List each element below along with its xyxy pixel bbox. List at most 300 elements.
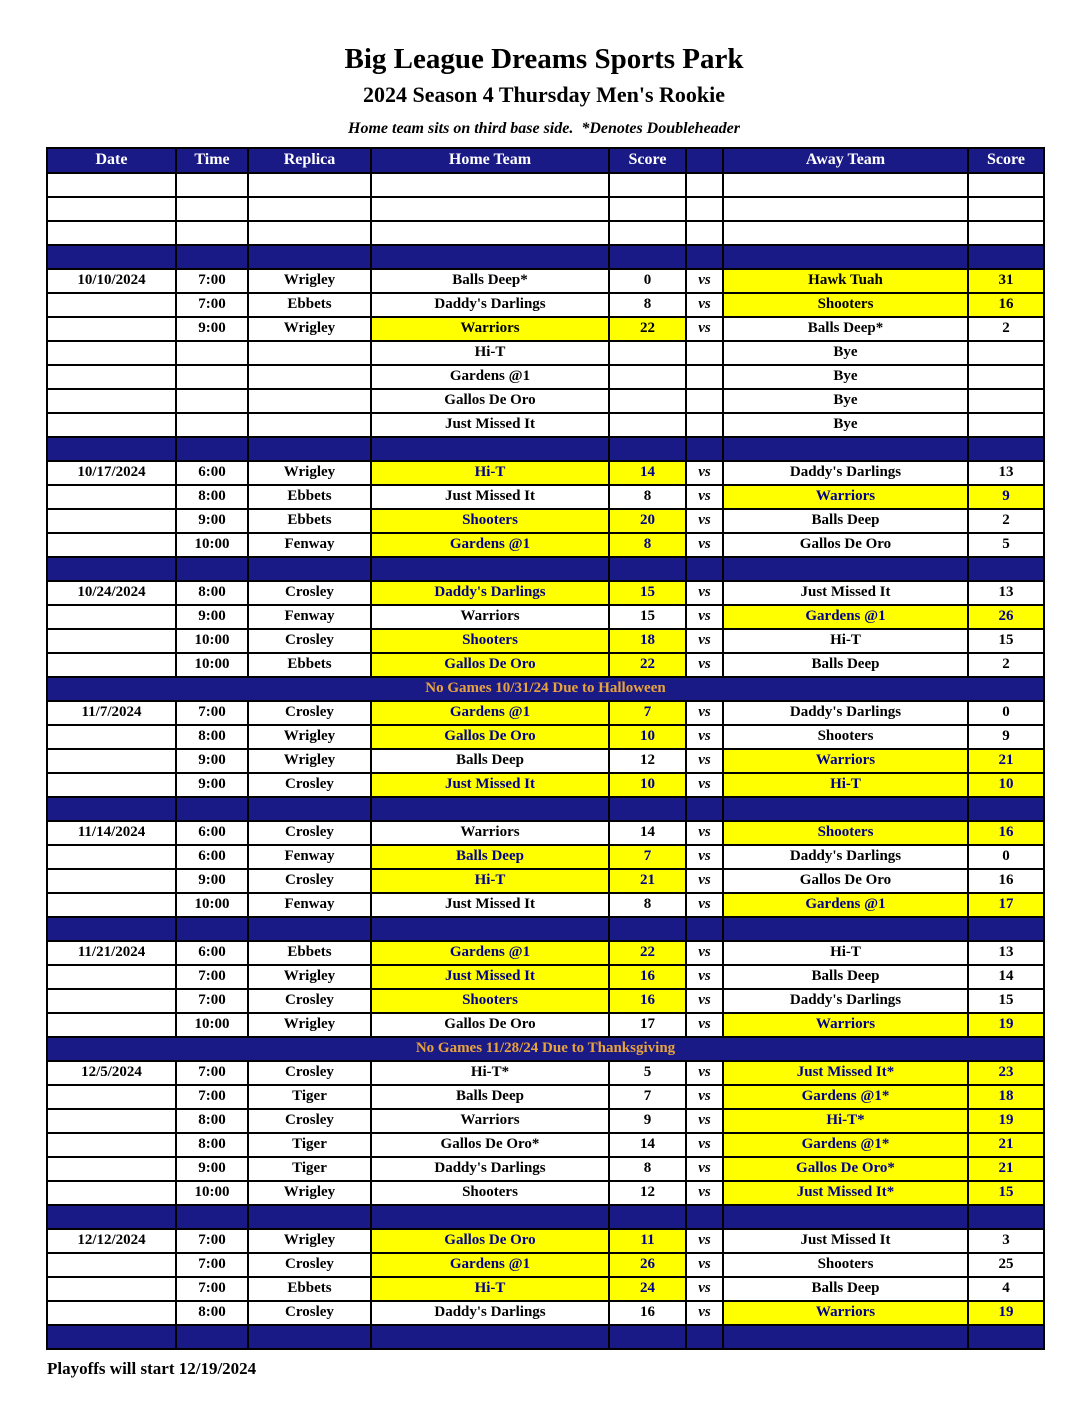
home-score-cell: 7 <box>609 1085 686 1109</box>
home-score-cell <box>609 221 686 245</box>
date-cell <box>47 1253 176 1277</box>
vs-cell: vs <box>686 941 723 965</box>
vs-cell: vs <box>686 269 723 293</box>
time-cell: 9:00 <box>176 749 248 773</box>
time-cell <box>176 173 248 197</box>
vs-cell: vs <box>686 1061 723 1085</box>
vs-cell: vs <box>686 605 723 629</box>
game-row <box>47 941 1044 965</box>
game-row <box>47 1085 1044 1109</box>
away-team-cell: Gardens @1 <box>723 893 968 917</box>
date-cell <box>47 629 176 653</box>
separator-cell <box>968 245 1044 269</box>
date-cell <box>47 1133 176 1157</box>
home-score-cell: 15 <box>609 605 686 629</box>
vs-cell: vs <box>686 893 723 917</box>
away-team-cell: Balls Deep <box>723 965 968 989</box>
away-team-cell: Just Missed It* <box>723 1181 968 1205</box>
away-team-cell: Shooters <box>723 725 968 749</box>
game-row <box>47 629 1044 653</box>
game-row <box>47 1229 1044 1253</box>
date-cell <box>47 893 176 917</box>
away-score-cell: 3 <box>968 1229 1044 1253</box>
time-cell: 8:00 <box>176 581 248 605</box>
time-cell: 6:00 <box>176 845 248 869</box>
away-score-cell: 13 <box>968 461 1044 485</box>
separator-cell <box>47 557 176 581</box>
vs-cell: vs <box>686 1109 723 1133</box>
home-score-cell: 14 <box>609 821 686 845</box>
time-cell: 6:00 <box>176 461 248 485</box>
away-score-cell: 14 <box>968 965 1044 989</box>
date-cell <box>47 221 176 245</box>
separator-row <box>47 797 1044 821</box>
bye-row <box>47 365 1044 389</box>
game-row <box>47 1061 1044 1085</box>
home-team-cell: Shooters <box>371 509 609 533</box>
replica-cell: Crosley <box>248 581 371 605</box>
separator-cell <box>968 557 1044 581</box>
game-row <box>47 821 1044 845</box>
vs-cell: vs <box>686 1181 723 1205</box>
away-score-cell: 21 <box>968 1133 1044 1157</box>
date-cell <box>47 197 176 221</box>
header-vs-spacer <box>686 148 723 173</box>
home-score-cell: 22 <box>609 941 686 965</box>
game-row <box>47 461 1044 485</box>
separator-cell <box>968 437 1044 461</box>
home-team-cell: Balls Deep <box>371 1085 609 1109</box>
home-score-cell: 14 <box>609 461 686 485</box>
separator-cell <box>371 1325 609 1349</box>
separator-cell <box>723 797 968 821</box>
game-row <box>47 1133 1044 1157</box>
away-score-cell: 0 <box>968 701 1044 725</box>
replica-cell: Wrigley <box>248 725 371 749</box>
home-team-cell: Warriors <box>371 1109 609 1133</box>
date-cell <box>47 773 176 797</box>
away-score-cell: 2 <box>968 653 1044 677</box>
home-team-cell: Hi-T <box>371 1277 609 1301</box>
home-score-cell <box>609 341 686 365</box>
time-cell: 8:00 <box>176 1109 248 1133</box>
home-score-cell <box>609 389 686 413</box>
separator-cell <box>248 1325 371 1349</box>
home-score-cell <box>609 413 686 437</box>
game-row <box>47 485 1044 509</box>
away-team-cell: Balls Deep <box>723 509 968 533</box>
replica-cell: Ebbets <box>248 485 371 509</box>
home-team-cell: Daddy's Darlings <box>371 581 609 605</box>
date-cell <box>47 965 176 989</box>
time-cell: 8:00 <box>176 1301 248 1325</box>
vs-cell: vs <box>686 821 723 845</box>
home-team-cell: Gardens @1 <box>371 1253 609 1277</box>
home-team-cell: Hi-T <box>371 869 609 893</box>
vs-cell: vs <box>686 773 723 797</box>
home-score-cell: 15 <box>609 581 686 605</box>
away-score-cell <box>968 413 1044 437</box>
replica-cell: Ebbets <box>248 509 371 533</box>
home-team-cell: Just Missed It <box>371 893 609 917</box>
away-score-cell: 16 <box>968 293 1044 317</box>
separator-cell <box>686 917 723 941</box>
date-cell <box>47 1181 176 1205</box>
date-cell: 11/7/2024 <box>47 701 176 725</box>
away-team-cell <box>723 221 968 245</box>
separator-row <box>47 557 1044 581</box>
away-team-cell: Daddy's Darlings <box>723 461 968 485</box>
game-row <box>47 317 1044 341</box>
separator-cell <box>723 917 968 941</box>
away-score-cell: 15 <box>968 629 1044 653</box>
separator-row <box>47 437 1044 461</box>
home-team-cell: Just Missed It <box>371 485 609 509</box>
date-cell <box>47 653 176 677</box>
away-team-cell: Balls Deep* <box>723 317 968 341</box>
replica-cell <box>248 173 371 197</box>
time-cell: 8:00 <box>176 1133 248 1157</box>
away-score-cell: 17 <box>968 893 1044 917</box>
game-row <box>47 1013 1044 1037</box>
home-score-cell: 10 <box>609 725 686 749</box>
time-cell: 8:00 <box>176 725 248 749</box>
game-row <box>47 965 1044 989</box>
away-score-cell <box>968 197 1044 221</box>
vs-cell <box>686 173 723 197</box>
home-team-cell: Daddy's Darlings <box>371 1301 609 1325</box>
home-score-cell: 16 <box>609 989 686 1013</box>
replica-cell: Crosley <box>248 1109 371 1133</box>
replica-cell: Crosley <box>248 1061 371 1085</box>
bye-row <box>47 389 1044 413</box>
home-team-cell: Warriors <box>371 605 609 629</box>
home-score-cell: 5 <box>609 1061 686 1085</box>
header-date: Date <box>47 148 176 173</box>
date-cell <box>47 173 176 197</box>
home-team-cell: Gallos De Oro* <box>371 1133 609 1157</box>
time-cell: 9:00 <box>176 509 248 533</box>
game-row <box>47 581 1044 605</box>
vs-cell: vs <box>686 1013 723 1037</box>
page-title: Big League Dreams Sports Park <box>344 43 744 75</box>
game-row <box>47 725 1044 749</box>
time-cell: 10:00 <box>176 533 248 557</box>
separator-cell <box>686 437 723 461</box>
separator-cell <box>248 245 371 269</box>
away-score-cell: 13 <box>968 581 1044 605</box>
replica-cell: Wrigley <box>248 269 371 293</box>
vs-cell: vs <box>686 1133 723 1157</box>
home-score-cell: 17 <box>609 1013 686 1037</box>
away-team-cell: Hi-T* <box>723 1109 968 1133</box>
date-cell <box>47 1085 176 1109</box>
game-row <box>47 749 1044 773</box>
replica-cell <box>248 221 371 245</box>
away-team-cell: Gallos De Oro <box>723 869 968 893</box>
home-team-cell <box>371 173 609 197</box>
game-row <box>47 269 1044 293</box>
separator-cell <box>47 1325 176 1349</box>
separator-cell <box>609 917 686 941</box>
home-score-cell: 11 <box>609 1229 686 1253</box>
home-team-cell <box>371 197 609 221</box>
replica-cell: Tiger <box>248 1157 371 1181</box>
game-row <box>47 1157 1044 1181</box>
away-score-cell: 5 <box>968 533 1044 557</box>
home-team-cell: Hi-T* <box>371 1061 609 1085</box>
replica-cell: Wrigley <box>248 461 371 485</box>
away-team-cell: Bye <box>723 341 968 365</box>
away-team-cell: Hi-T <box>723 629 968 653</box>
separator-cell <box>968 1205 1044 1229</box>
home-score-cell: 0 <box>609 269 686 293</box>
separator-cell <box>47 245 176 269</box>
home-team-cell: Balls Deep <box>371 845 609 869</box>
time-cell <box>176 365 248 389</box>
home-score-cell <box>609 197 686 221</box>
vs-cell: vs <box>686 1085 723 1109</box>
vs-cell: vs <box>686 1301 723 1325</box>
home-team-cell: Gallos De Oro <box>371 389 609 413</box>
replica-cell: Fenway <box>248 605 371 629</box>
time-cell: 6:00 <box>176 941 248 965</box>
away-score-cell: 13 <box>968 941 1044 965</box>
home-team-cell: Hi-T <box>371 461 609 485</box>
separator-cell <box>609 437 686 461</box>
away-team-cell: Warriors <box>723 749 968 773</box>
game-row <box>47 869 1044 893</box>
replica-cell: Wrigley <box>248 1013 371 1037</box>
header-away-team: Away Team <box>723 148 968 173</box>
vs-cell: vs <box>686 509 723 533</box>
replica-cell: Crosley <box>248 1253 371 1277</box>
away-team-cell: Warriors <box>723 1013 968 1037</box>
date-cell <box>47 869 176 893</box>
vs-cell <box>686 341 723 365</box>
game-row <box>47 773 1044 797</box>
date-cell: 10/17/2024 <box>47 461 176 485</box>
separator-cell <box>609 797 686 821</box>
game-row <box>47 1181 1044 1205</box>
date-cell <box>47 365 176 389</box>
separator-cell <box>248 917 371 941</box>
time-cell: 7:00 <box>176 1277 248 1301</box>
home-score-cell <box>609 365 686 389</box>
home-team-cell: Balls Deep <box>371 749 609 773</box>
header-away-score: Score <box>968 148 1044 173</box>
away-team-cell: Bye <box>723 365 968 389</box>
vs-cell: vs <box>686 1157 723 1181</box>
replica-cell: Crosley <box>248 1301 371 1325</box>
separator-cell <box>968 797 1044 821</box>
date-cell <box>47 389 176 413</box>
home-team-cell: Gardens @1 <box>371 941 609 965</box>
game-row <box>47 989 1044 1013</box>
date-cell <box>47 1109 176 1133</box>
away-score-cell: 16 <box>968 821 1044 845</box>
replica-cell: Tiger <box>248 1085 371 1109</box>
home-score-cell: 22 <box>609 653 686 677</box>
replica-cell: Wrigley <box>248 749 371 773</box>
vs-cell <box>686 389 723 413</box>
date-cell <box>47 485 176 509</box>
away-team-cell: Gardens @1* <box>723 1133 968 1157</box>
header-home-score: Score <box>609 148 686 173</box>
separator-cell <box>371 1205 609 1229</box>
time-cell: 10:00 <box>176 629 248 653</box>
vs-cell <box>686 413 723 437</box>
away-team-cell: Gallos De Oro* <box>723 1157 968 1181</box>
legend-note: Home team sits on third base side. *Denotes Doubleheader <box>348 120 740 138</box>
away-score-cell: 15 <box>968 989 1044 1013</box>
replica-cell: Ebbets <box>248 1277 371 1301</box>
time-cell: 7:00 <box>176 701 248 725</box>
schedule-body <box>47 173 1044 1349</box>
away-team-cell: Gardens @1* <box>723 1085 968 1109</box>
separator-cell <box>686 245 723 269</box>
separator-row <box>47 917 1044 941</box>
separator-cell <box>723 1325 968 1349</box>
separator-row <box>47 245 1044 269</box>
home-score-cell: 26 <box>609 1253 686 1277</box>
away-team-cell: Daddy's Darlings <box>723 701 968 725</box>
separator-cell <box>723 437 968 461</box>
vs-cell: vs <box>686 845 723 869</box>
away-team-cell: Gardens @1 <box>723 605 968 629</box>
home-team-cell: Just Missed It <box>371 965 609 989</box>
replica-cell: Wrigley <box>248 1181 371 1205</box>
home-score-cell: 10 <box>609 773 686 797</box>
banner-row <box>47 1037 1044 1061</box>
time-cell: 10:00 <box>176 653 248 677</box>
time-cell <box>176 341 248 365</box>
time-cell: 9:00 <box>176 605 248 629</box>
separator-cell <box>176 797 248 821</box>
away-score-cell: 25 <box>968 1253 1044 1277</box>
header-home-team: Home Team <box>371 148 609 173</box>
home-score-cell: 18 <box>609 629 686 653</box>
time-cell: 6:00 <box>176 821 248 845</box>
replica-cell <box>248 197 371 221</box>
replica-cell <box>248 365 371 389</box>
time-cell <box>176 413 248 437</box>
no-games-banner: No Games 11/28/24 Due to Thanksgiving <box>47 1037 1044 1061</box>
away-team-cell: Warriors <box>723 1301 968 1325</box>
away-score-cell: 9 <box>968 725 1044 749</box>
separator-cell <box>968 1325 1044 1349</box>
away-score-cell: 19 <box>968 1109 1044 1133</box>
home-score-cell: 12 <box>609 1181 686 1205</box>
date-cell <box>47 1277 176 1301</box>
header-replica: Replica <box>248 148 371 173</box>
time-cell <box>176 389 248 413</box>
home-team-cell: Warriors <box>371 317 609 341</box>
home-team-cell: Gardens @1 <box>371 365 609 389</box>
time-cell: 7:00 <box>176 269 248 293</box>
no-games-banner: No Games 10/31/24 Due to Halloween <box>47 677 1044 701</box>
game-row <box>47 845 1044 869</box>
away-score-cell: 10 <box>968 773 1044 797</box>
date-cell: 10/24/2024 <box>47 581 176 605</box>
vs-cell: vs <box>686 533 723 557</box>
time-cell: 10:00 <box>176 1013 248 1037</box>
separator-cell <box>47 1205 176 1229</box>
replica-cell: Wrigley <box>248 965 371 989</box>
home-team-cell <box>371 221 609 245</box>
separator-cell <box>47 917 176 941</box>
away-team-cell: Balls Deep <box>723 653 968 677</box>
home-team-cell: Gallos De Oro <box>371 1229 609 1253</box>
separator-cell <box>176 245 248 269</box>
separator-cell <box>723 557 968 581</box>
away-score-cell: 18 <box>968 1085 1044 1109</box>
time-cell <box>176 197 248 221</box>
separator-cell <box>686 797 723 821</box>
replica-cell: Crosley <box>248 701 371 725</box>
away-team-cell: Shooters <box>723 821 968 845</box>
date-cell <box>47 1013 176 1037</box>
replica-cell: Tiger <box>248 1133 371 1157</box>
separator-row <box>47 1325 1044 1349</box>
date-cell <box>47 533 176 557</box>
separator-cell <box>686 557 723 581</box>
replica-cell: Fenway <box>248 845 371 869</box>
away-team-cell: Shooters <box>723 1253 968 1277</box>
time-cell <box>176 221 248 245</box>
replica-cell <box>248 341 371 365</box>
vs-cell: vs <box>686 461 723 485</box>
replica-cell: Ebbets <box>248 941 371 965</box>
away-score-cell: 15 <box>968 1181 1044 1205</box>
away-score-cell <box>968 173 1044 197</box>
away-team-cell: Just Missed It* <box>723 1061 968 1085</box>
date-cell: 12/5/2024 <box>47 1061 176 1085</box>
home-team-cell: Gallos De Oro <box>371 653 609 677</box>
time-cell: 7:00 <box>176 293 248 317</box>
separator-cell <box>371 797 609 821</box>
separator-row <box>47 1205 1044 1229</box>
away-score-cell <box>968 389 1044 413</box>
schedule-table <box>46 147 1045 1350</box>
game-row <box>47 509 1044 533</box>
vs-cell: vs <box>686 869 723 893</box>
replica-cell <box>248 389 371 413</box>
game-row <box>47 653 1044 677</box>
separator-cell <box>609 1205 686 1229</box>
bye-row <box>47 341 1044 365</box>
home-score-cell: 24 <box>609 1277 686 1301</box>
empty-row <box>47 197 1044 221</box>
date-cell <box>47 725 176 749</box>
separator-cell <box>371 557 609 581</box>
separator-cell <box>176 557 248 581</box>
vs-cell: vs <box>686 1277 723 1301</box>
home-score-cell: 16 <box>609 965 686 989</box>
vs-cell <box>686 221 723 245</box>
home-score-cell: 8 <box>609 533 686 557</box>
replica-cell: Crosley <box>248 629 371 653</box>
away-team-cell: Bye <box>723 413 968 437</box>
home-score-cell: 7 <box>609 845 686 869</box>
playoffs-footer: Playoffs will start 12/19/2024 <box>47 1358 257 1378</box>
home-team-cell: Gallos De Oro <box>371 725 609 749</box>
vs-cell <box>686 365 723 389</box>
vs-cell: vs <box>686 725 723 749</box>
separator-cell <box>686 1325 723 1349</box>
home-team-cell: Daddy's Darlings <box>371 293 609 317</box>
time-cell: 7:00 <box>176 1253 248 1277</box>
